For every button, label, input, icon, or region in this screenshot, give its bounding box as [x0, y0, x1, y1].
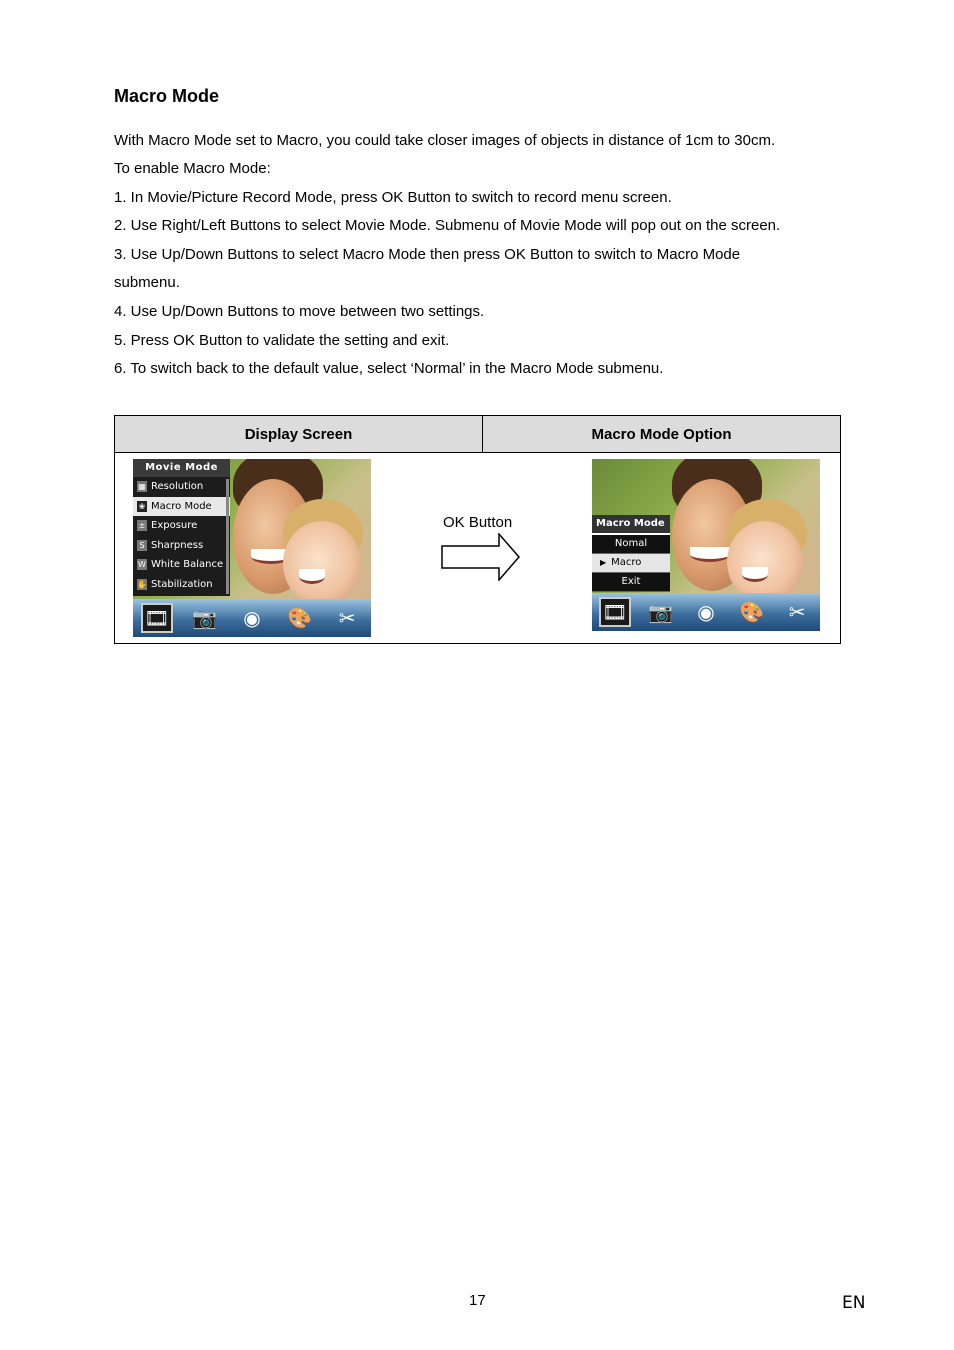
menu-item-label: Resolution [151, 481, 204, 493]
menu-scrollbar [226, 479, 229, 594]
menu-item[interactable] [133, 497, 230, 517]
step-2: 2. Use Right/Left Buttons to select Movie Mode. Submenu of Movie Mode will pop out on the screen. [114, 217, 781, 234]
menu-item-label: White Balance [151, 559, 224, 571]
header-display-screen: Display Screen [115, 416, 483, 453]
movie-mode-icon[interactable]: 🎞 [141, 603, 173, 633]
movie-mode-menu-title: Movie Mode [133, 459, 230, 477]
language-label: EN [842, 1293, 866, 1313]
menu-item-label: Exposure [151, 520, 198, 532]
step-5: 5. Press OK Button to validate the setting and exit. [114, 332, 450, 349]
movie-mode-icon[interactable]: 🎞 [599, 597, 631, 627]
submenu-item[interactable] [592, 554, 670, 573]
menu-item-label: Sharpness [151, 539, 204, 551]
camera-mode-icon[interactable]: 📷 [647, 601, 673, 624]
resolution-icon: ▦ [138, 482, 146, 492]
table-body-row [115, 453, 841, 644]
macro-mode-option-image [592, 459, 820, 631]
step-6: 6. To switch back to the default value, select ‘Normal’ in the Macro Mode submenu. [114, 360, 664, 377]
instruction-table [114, 415, 841, 644]
submenu-item-label: Exit [621, 576, 641, 587]
webcam-icon[interactable]: ◉ [697, 601, 715, 624]
menu-item[interactable] [133, 555, 230, 575]
effect-palette-icon[interactable]: 🎨 [287, 607, 313, 630]
section-title: Macro Mode [114, 86, 220, 106]
settings-tools-icon[interactable]: ✂ [338, 607, 356, 630]
submenu-item-label: Macro [611, 557, 642, 568]
mode-toolbar [133, 599, 371, 637]
paragraph-intro: With Macro Mode set to Macro, you could take closer images of objects in distance of 1cm to 30cm. [114, 132, 776, 149]
menu-item[interactable] [133, 477, 230, 497]
exposure-icon: ± [138, 521, 146, 531]
sharpness-icon: S [137, 540, 147, 551]
ok-button-label: OK Button [443, 514, 513, 531]
step-3: 3. Use Up/Down Buttons to select Macro Mode then press OK Button to switch to Macro Mode [114, 246, 741, 263]
header-macro-mode-option: Macro Mode Option [483, 416, 841, 453]
effect-palette-icon[interactable]: 🎨 [739, 601, 765, 624]
menu-item[interactable] [133, 516, 230, 536]
macro-mode-submenu-title: Macro Mode [592, 515, 670, 535]
menu-item[interactable] [133, 536, 230, 556]
menu-item-label: Stabilization [151, 578, 213, 590]
movie-mode-menu [133, 459, 230, 596]
paragraph-enable: To enable Macro Mode: [114, 160, 271, 177]
webcam-icon[interactable]: ◉ [243, 607, 261, 630]
submenu-item[interactable] [592, 535, 670, 554]
display-screen-image [133, 459, 371, 637]
page-number: 17 [469, 1292, 486, 1309]
macro-icon: ❀ [138, 501, 146, 511]
settings-tools-icon[interactable]: ✂ [788, 601, 806, 624]
camera-mode-icon[interactable]: 📷 [191, 607, 217, 630]
step-4: 4. Use Up/Down Buttons to move between two settings. [114, 303, 485, 320]
white-balance-icon: W [138, 560, 146, 570]
stabilization-icon: ✋ [137, 579, 147, 589]
macro-mode-submenu [592, 515, 670, 592]
step-1: 1. In Movie/Picture Record Mode, press OK Button to switch to record menu screen. [114, 189, 672, 206]
mode-toolbar [592, 593, 820, 631]
menu-item-label: Macro Mode [151, 500, 212, 512]
menu-item[interactable] [133, 575, 230, 595]
submenu-item[interactable] [592, 573, 670, 592]
pointer-icon: ▶ [600, 558, 607, 567]
step-3-continued: submenu. [114, 274, 180, 291]
right-arrow-icon [441, 533, 521, 581]
submenu-item-label: Nomal [614, 538, 648, 549]
